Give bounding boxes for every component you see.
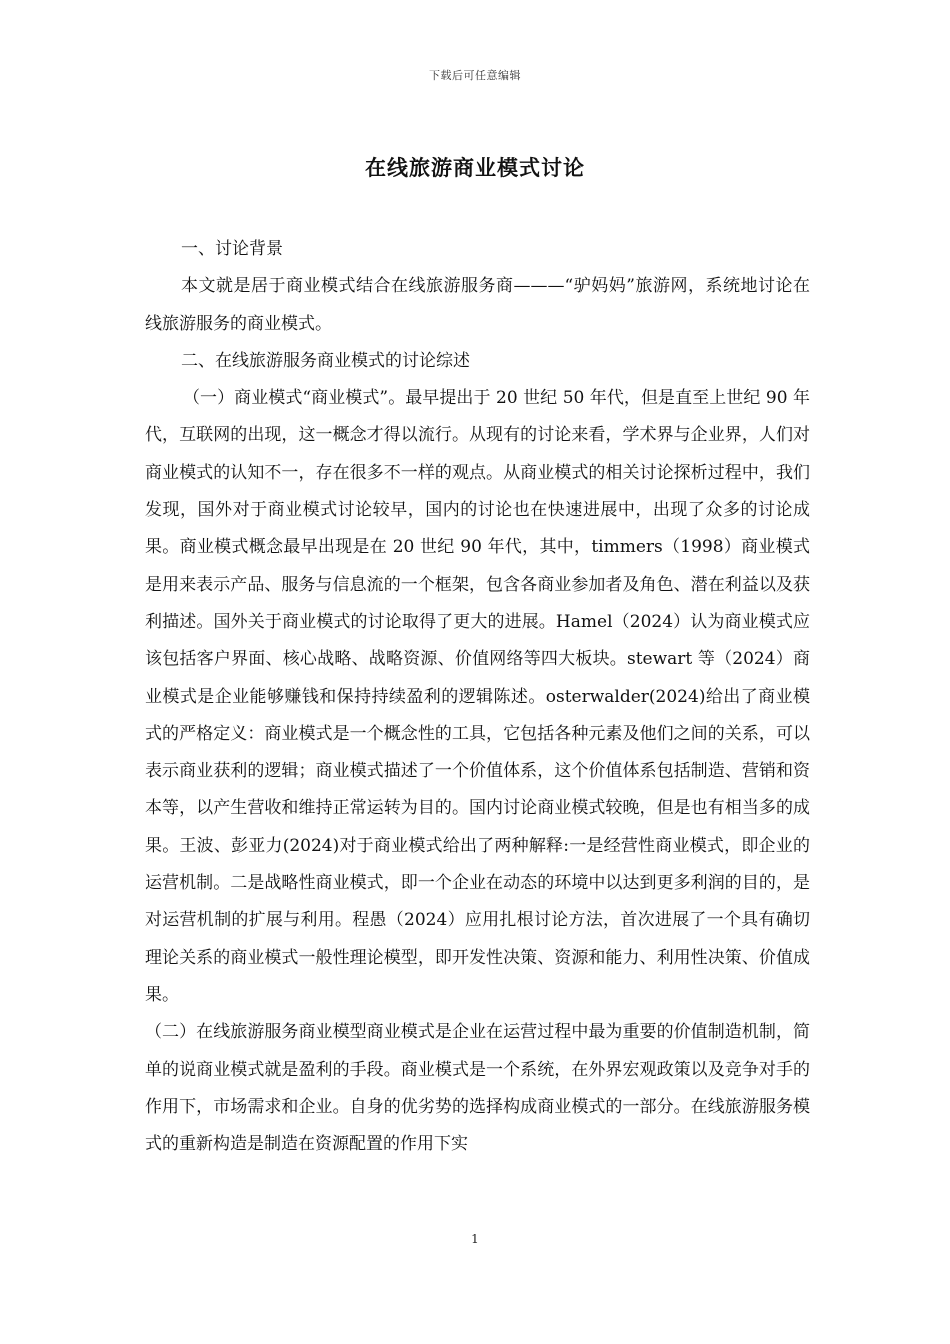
paragraph-business-model: （一）商业模式“商业模式”。最早提出于 20 世纪 50 年代，但是直至上世纪 90 年代，互联网的出现，这一概念才得以流行。从现有的讨论来看，学术界与企业界，人们对商业模式的认知不一，存在很多不一样的观点。从商业模式的相关讨论探析过程中，我们发现，国外对于商业模式讨论较早，国内的讨论也在快速进展中，出现了众多的讨论成果。商业模式概念最早出现是在 20 世纪 90 年代，其中，timmers（1998）商业模式是用来表示产品、服务与信息流的一个框架，包含各商业参加者及角色、潜在利益以及获利描述。国外关于商业模式的讨论取得了更大的进展。Hamel（2024）认为商业模式应该包括客户界面、核心战略、战略资源、价值网络等四大板块。stewart 等（2024）商业模式是企业能够赚钱和保持持续盈利的逻辑陈述。osterwalder(2024)给出了商业模式的严格定义：商业模式是一个概念性的工具，它包括各种元素及他们之间的关系，可以表示商业获利的逻辑；商业模式描述了一个价值体系，这个价值体系包括制造、营销和资本等，以产生营收和维持正常运转为目的。国内讨论商业模式较晚，但是也有相当多的成果。王波、彭亚力(2024)对于商业模式给出了两种解释:一是经营性商业模式，即企业的运营机制。二是战略性商业模式，即一个企业在动态的环境中以达到更多利润的目的，是对运营机制的扩展与利用。程愚（2024）应用扎根讨论方法，首次进展了一个具有确切理论关系的商业模式一般性理论模型，即开发性决策、资源和能力、利用性决策、价值成果。 <box>145 388 810 1005</box>
page-header: 下载后可任意编辑 <box>429 69 521 82</box>
paragraph-online-travel-model: （二）在线旅游服务商业模型商业模式是企业在运营过程中最为重要的价值制造机制，简单的说商业模式就是盈利的手段。商业模式是一个系统，在外界宏观政策以及竞争对手的作用下，市场需求和企业。自身的优劣势的选择构成商业模式的一部分。在线旅游服务模式的重新构造是制造在资源配置的作用下实 <box>145 1022 810 1155</box>
section-heading-review: 二、在线旅游服务商业模式的讨论综述 <box>181 350 470 371</box>
section-heading-background: 一、讨论背景 <box>181 239 283 259</box>
paragraph-intro: 本文就是居于商业模式结合在线旅游服务商———“驴妈妈”旅游网，系统地讨论在线旅游服务的商业模式。 <box>145 276 810 334</box>
page-number: 1 <box>471 1232 479 1246</box>
document-title: 在线旅游商业模式讨论 <box>365 155 585 180</box>
document-body <box>145 231 810 1163</box>
